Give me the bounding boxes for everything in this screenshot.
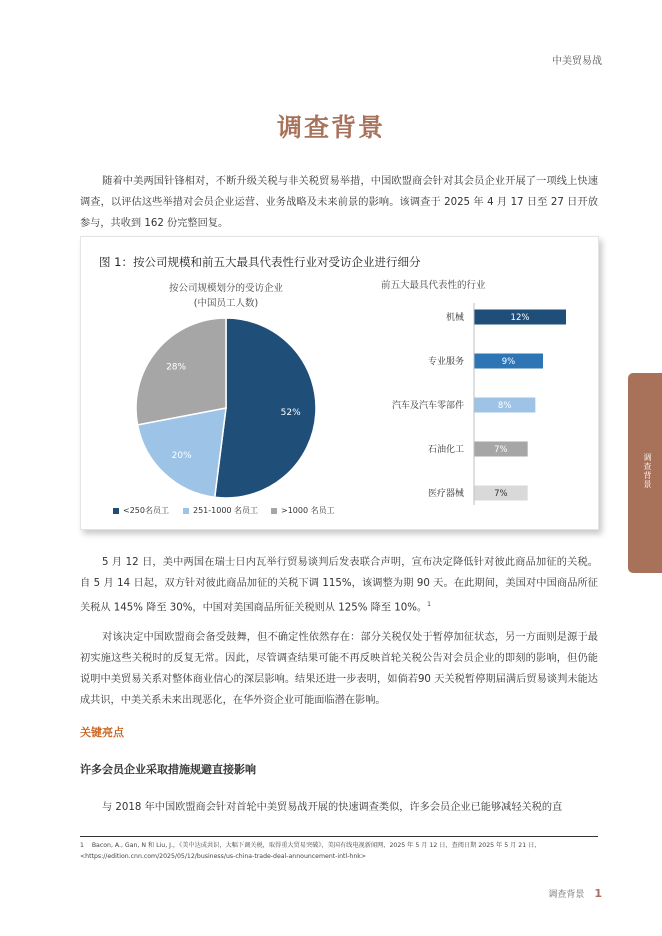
highlights-subheading: 许多会员企业采取措施规避直接影响 [80,763,256,776]
pie-slice-label-0: 52% [280,408,301,419]
figure-title: 图 1：按公司规模和前五大最具代表性行业对受访企业进行细分 [99,255,421,269]
mitigation-paragraph-text: 与 2018 年中国欧盟商会针对首轮中美贸易战开展的快速调查类似，许多会员企业已能够减轻关税的直 [102,802,563,813]
legend-label-small: <250名员工 [123,506,169,515]
legend-item-small [113,505,169,516]
bar-category-label-0: 机械 [445,313,464,323]
geneva-paragraph [80,552,598,618]
side-section-tab-label: 调查背景 [643,453,652,489]
footnote [80,840,598,862]
page-footer [548,887,602,900]
footnote-ref[interactable]: 1 [427,601,431,608]
pie-title: 按公司规模划分的受访企业 [168,283,283,294]
bar-value-label-1: 9% [501,357,516,367]
pie-subtitle: (中国员工人数) [193,298,259,309]
footnote-number: 1 [80,842,84,849]
pie-slice-label-2: 28% [166,362,187,373]
uncertainty-paragraph [80,627,598,711]
pie-slice-label-1: 20% [171,451,192,462]
header-section-tag: 中美贸易战 [552,56,602,67]
bar-category-label-3: 石油化工 [427,445,464,455]
legend-label-medium: 251-1000 名员工 [193,506,259,515]
legend-item-medium [183,505,258,516]
legend-swatch-small [113,508,119,514]
uncertainty-paragraph-text: 对该决定中国欧盟商会备受鼓舞，但不确定性依然存在：部分关税仅处于暂停加征状态，另一方面则是源于最初实施这些关税时的反复无常。因此，尽管调查结果可能不再反映首轮关税公告对会员企业的即刻的影响，但仍能说明中美贸易关系对整体商业信心的深层影响。结果还进一步表明，如倘若90 天关税暂停期届满后贸易谈判未能达成共识，中美关系未来出现恶化，在华外资企业可能面临潜在影响。 [80,632,598,706]
bar-value-label-3: 7% [494,445,508,455]
bar-value-label-4: 7% [494,489,508,499]
figure-1 [80,236,599,530]
figure-charts [81,237,598,529]
legend-swatch-medium [183,508,189,514]
intro-paragraph-text: 随着中美两国针锋相对，不断升级关税与非关税贸易举措，中国欧盟商会针对其会员企业开展了一项线上快速调查，以评估这些举措对会员企业运营、业务战略及未来前景的影响。该调查于 2025 年 4 月 17 日至 27 日开放参与，共收到 162 份完整回复。 [80,176,598,229]
mitigation-paragraph [80,797,598,818]
highlights-heading: 关键亮点 [80,726,124,739]
pie-slice-0 [215,318,316,498]
footer-section: 调查背景 [548,890,585,900]
bar-category-label-1: 专业服务 [427,357,464,367]
footnote-divider [80,836,598,837]
bar-category-label-2: 汽车及汽车零部件 [391,401,464,411]
legend-label-large: >1000 名员工 [281,506,335,515]
side-section-tab[interactable] [628,373,662,573]
bar-category-label-4: 医疗器械 [427,489,464,499]
page-title: 调查背景 [276,113,385,142]
bar-chart-title: 前五大最具代表性的行业 [381,280,486,291]
legend-swatch-large [271,508,277,514]
page-number: 1 [594,887,602,900]
bar-value-label-0: 12% [510,313,530,323]
legend-item-large [271,505,335,516]
bar-value-label-2: 8% [497,401,512,411]
geneva-paragraph-text: 5 月 12 日，美中两国在瑞士日内瓦举行贸易谈判后发表联合声明，宣布决定降低针对彼此商品加征的关税。自 5 月 14 日起，双方针对彼此商品加征的关税下调 115%，该调整为期 90 天。在此期间，美国对中国商品所征关税从 145% 降至 30%，中国对美国商品所征关税则从 125% 降至 10%。 [80,557,598,614]
intro-paragraph [80,171,598,234]
footnote-text: Bacon, A., Gan, N 和 Liu, J.，《美中达成共识，大幅下调关税，取得重大贸易突破》，美国有线电视新闻网，2025 年 5 月 12 日，查阅日期 2025 年 5 月 21 日，<https://edition.cnn.com/2025/05/12/business/us-china-trade-deal-announcement-intl-hnk> [80,842,541,860]
